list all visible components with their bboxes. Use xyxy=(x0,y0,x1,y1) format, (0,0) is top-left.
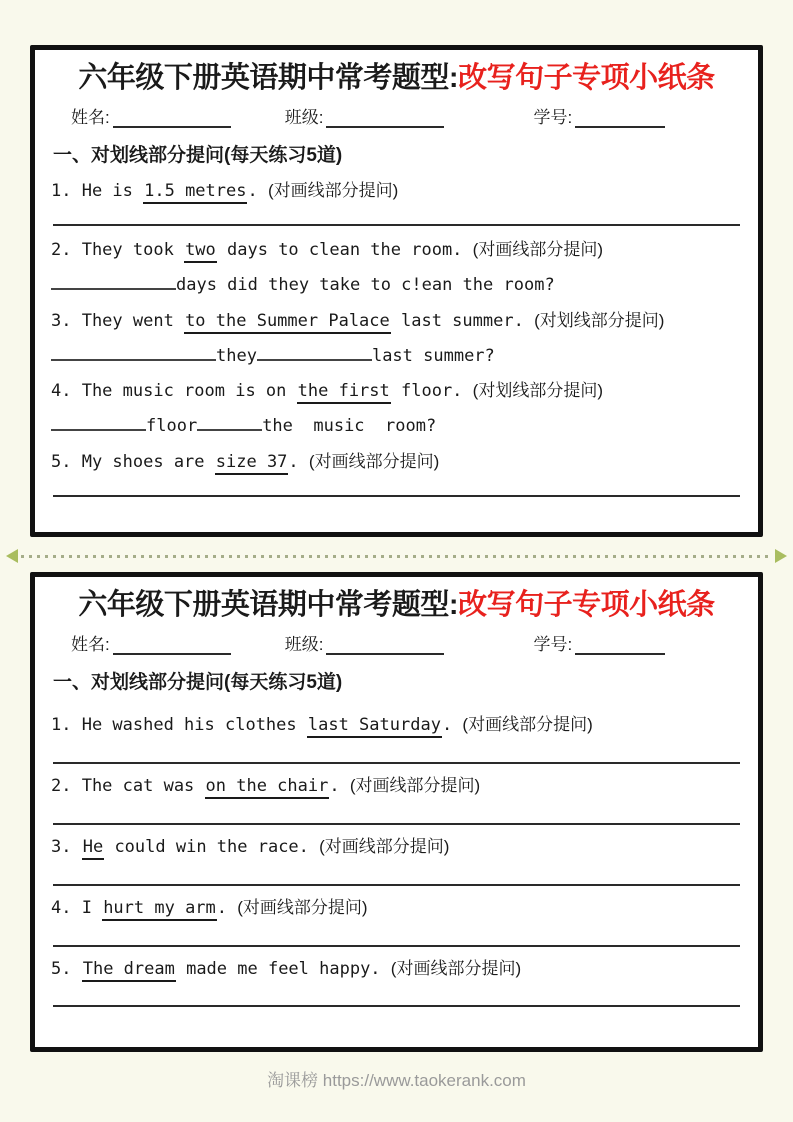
instruction-note: (对画线部分提问) xyxy=(462,714,593,734)
answer-line xyxy=(51,345,742,368)
writing-line xyxy=(53,945,740,947)
answer-line xyxy=(51,415,742,438)
question-sentence xyxy=(51,310,742,333)
instruction-note: (对划线部分提问) xyxy=(472,381,603,401)
cut-line xyxy=(6,548,787,564)
name-label: 姓名: xyxy=(71,108,110,128)
sentence-text: 5. xyxy=(51,958,82,979)
class-field xyxy=(285,636,445,655)
student-info-row xyxy=(71,109,742,128)
question-sentence xyxy=(51,451,742,474)
question-sentence xyxy=(51,180,742,203)
sentence-text: 4. The music room is on xyxy=(51,381,297,402)
sentence-text: days to clean the room. xyxy=(216,239,473,260)
underlined-phrase: on the chair xyxy=(205,776,330,799)
fill-blank xyxy=(51,345,216,361)
right-arrow-icon xyxy=(775,549,787,563)
instruction-note: (对画线部分提问) xyxy=(349,775,481,795)
exercise-list xyxy=(51,714,742,1008)
section-heading: 一、对划线部分提问(每天练习5道) xyxy=(53,671,343,693)
sentence-text: 3. They went xyxy=(51,310,185,331)
answer-line xyxy=(51,274,742,297)
student-id-label: 学号: xyxy=(533,108,573,128)
writing-line xyxy=(53,495,740,497)
name-blank-line xyxy=(113,638,231,655)
underlined-phrase: size 37 xyxy=(215,452,289,475)
sentence-text: could win the race. xyxy=(104,836,320,857)
worksheet-title-black: 六年级下册英语期中常考题型: xyxy=(78,589,459,621)
writing-line xyxy=(53,823,740,825)
exercise-list xyxy=(51,180,742,498)
instruction-note: (对画线部分提问) xyxy=(267,180,399,200)
sentence-text: 2. They took xyxy=(51,239,185,260)
worksheet-title-red: 改写句子专项小纸条 xyxy=(458,589,715,621)
class-blank-line xyxy=(326,638,444,655)
sentence-text: made me feel happy. xyxy=(175,958,391,979)
worksheet-card-top xyxy=(30,45,763,537)
sentence-text: . xyxy=(288,452,309,473)
underlined-phrase: two xyxy=(184,240,217,263)
sentence-text: . xyxy=(216,897,238,918)
worksheet-title xyxy=(51,587,742,624)
sentence-text: 1. He is xyxy=(51,180,144,201)
sentence-text: . xyxy=(441,714,463,735)
underlined-phrase: last Saturday xyxy=(307,715,442,738)
student-id-label: 学号: xyxy=(533,635,573,655)
question-sentence xyxy=(51,836,742,859)
student-id-field xyxy=(533,636,665,655)
underlined-phrase: 1.5 metres xyxy=(143,181,247,204)
sentence-text: 4. I xyxy=(51,897,103,918)
class-label: 班级: xyxy=(284,108,324,128)
worksheet-title xyxy=(51,60,742,97)
question-sentence xyxy=(51,897,742,920)
name-field xyxy=(71,636,231,655)
question-sentence xyxy=(51,958,742,981)
fill-blank xyxy=(51,415,146,431)
class-label: 班级: xyxy=(284,635,324,655)
sentence-text: . xyxy=(329,775,350,796)
name-label: 姓名: xyxy=(71,635,110,655)
instruction-note: (对画线部分提问) xyxy=(390,958,522,978)
sentence-text: 3. xyxy=(51,836,82,857)
question-sentence xyxy=(51,239,742,262)
sentence-text: 2. The cat was xyxy=(51,775,205,796)
section-heading: 一、对划线部分提问(每天练习5道) xyxy=(53,144,343,166)
student-id-field xyxy=(533,109,665,128)
worksheet-card-bottom xyxy=(30,572,763,1052)
underlined-phrase: The dream xyxy=(82,959,176,982)
site-watermark: 淘课榜 https://www.taokerank.com xyxy=(267,1071,526,1090)
worksheet-title-black: 六年级下册英语期中常考题型: xyxy=(78,62,459,94)
student-id-blank-line xyxy=(575,111,665,128)
sentence-text: 5. My shoes are xyxy=(51,452,215,473)
name-blank-line xyxy=(113,111,231,128)
sentence-text: floor xyxy=(146,416,198,437)
left-arrow-icon xyxy=(6,549,18,563)
dotted-line xyxy=(21,555,772,558)
student-info-row xyxy=(71,636,742,655)
underlined-phrase: He xyxy=(82,837,104,860)
question-sentence xyxy=(51,714,742,737)
underlined-phrase: to the Summer Palace xyxy=(184,311,391,334)
instruction-note: (对画线部分提问) xyxy=(308,452,440,472)
instruction-note: (对画线部分提问) xyxy=(319,836,450,856)
sentence-text: last summer? xyxy=(371,345,495,366)
student-id-blank-line xyxy=(575,638,665,655)
sentence-text: days did they take to c!ean the room? xyxy=(176,274,555,295)
sentence-text: last summer. xyxy=(390,310,535,331)
worksheet-title-red: 改写句子专项小纸条 xyxy=(458,62,715,94)
writing-line xyxy=(53,884,740,886)
fill-blank xyxy=(257,345,372,361)
writing-line xyxy=(53,224,740,226)
fill-blank xyxy=(51,274,176,290)
sentence-text: they xyxy=(216,345,257,366)
sentence-text: . xyxy=(247,180,268,201)
sentence-text: the music room? xyxy=(262,416,437,437)
writing-line xyxy=(53,1005,740,1007)
question-sentence xyxy=(51,775,742,798)
name-field xyxy=(71,109,231,128)
instruction-note: (对画线部分提问) xyxy=(472,239,603,259)
class-blank-line xyxy=(326,111,444,128)
instruction-note: (对画线部分提问) xyxy=(237,897,368,917)
sentence-text: 1. He washed his clothes xyxy=(51,714,307,735)
sentence-text: floor. xyxy=(390,381,473,402)
class-field xyxy=(285,109,445,128)
underlined-phrase: hurt my arm xyxy=(102,898,217,921)
fill-blank xyxy=(197,415,262,431)
question-sentence xyxy=(51,380,742,403)
underlined-phrase: the first xyxy=(297,381,391,404)
writing-line xyxy=(53,762,740,764)
instruction-note: (对划线部分提问) xyxy=(534,310,665,330)
